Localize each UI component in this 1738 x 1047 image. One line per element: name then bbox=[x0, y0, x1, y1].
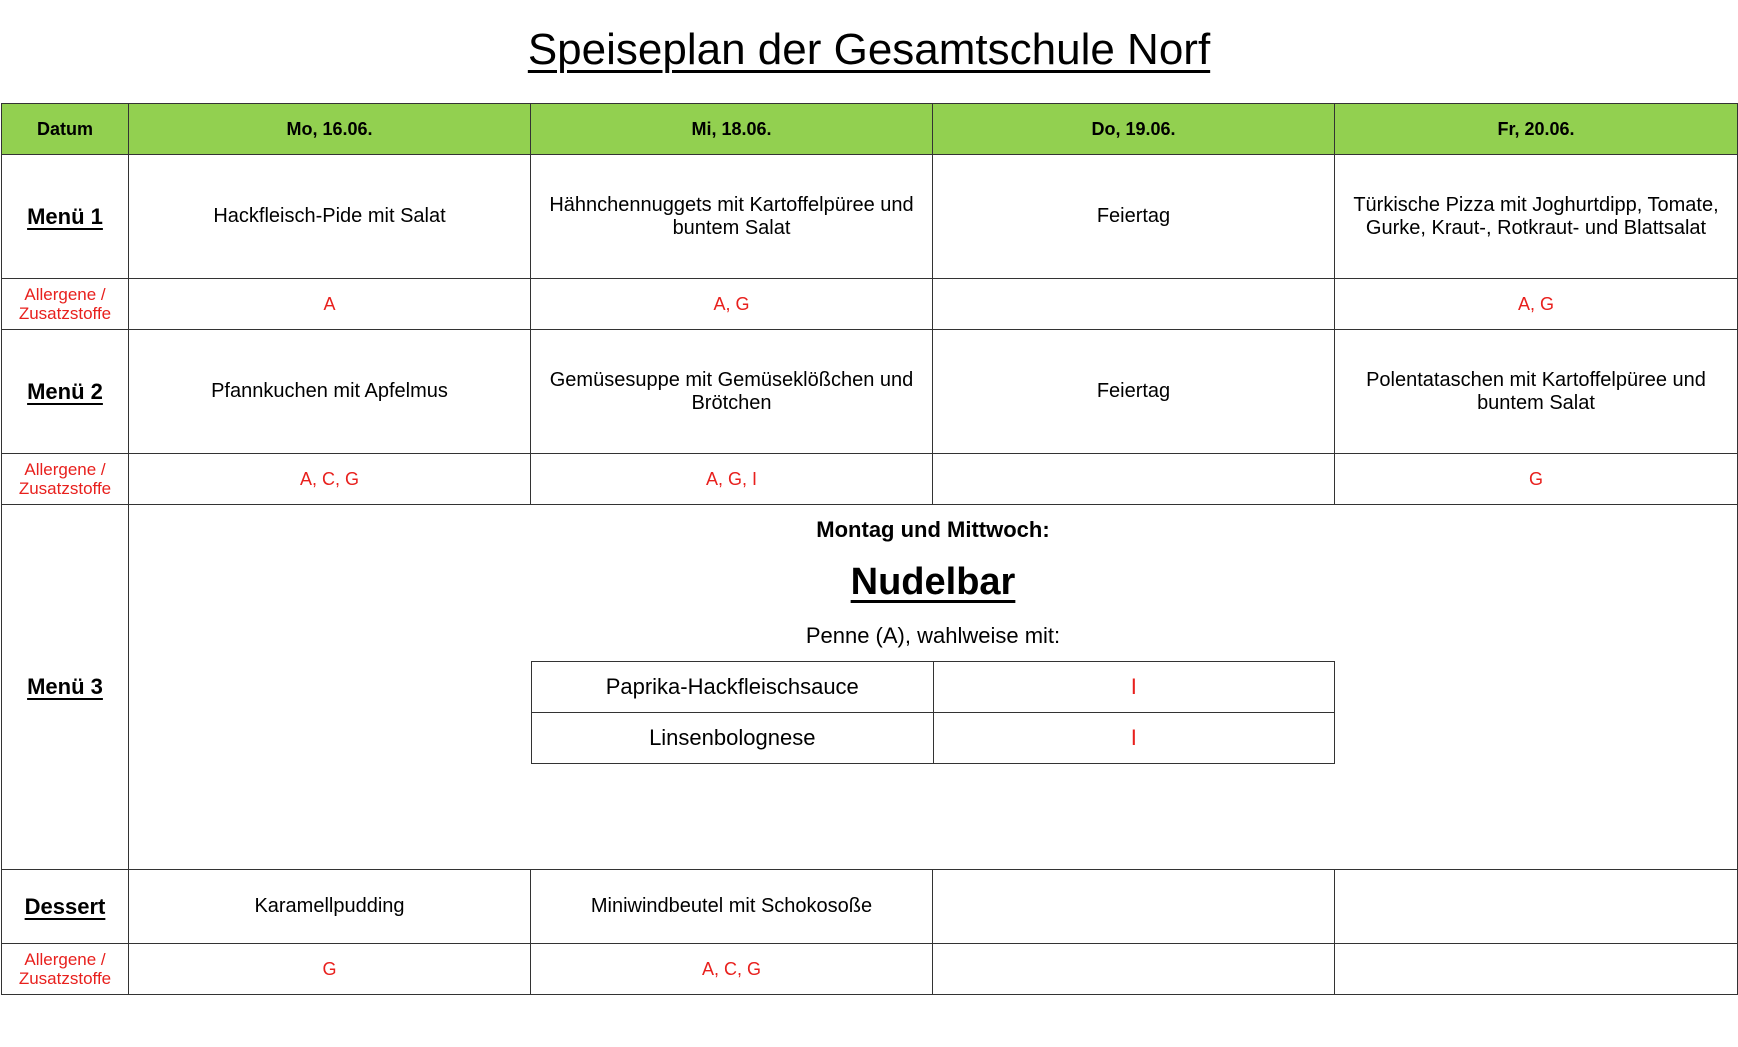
sauce-allergens: I bbox=[933, 713, 1335, 764]
menu1-label-cell bbox=[2, 155, 129, 279]
header-row bbox=[2, 104, 1738, 155]
dessert-dish-fri bbox=[1335, 870, 1738, 944]
menu3-subtitle: Penne (A), wahlweise mit: bbox=[805, 623, 1061, 648]
page-title: Speiseplan der Gesamtschule Norf bbox=[527, 25, 1211, 74]
dessert-allergens-fri bbox=[1335, 944, 1738, 995]
date-header: Datum bbox=[2, 104, 129, 155]
menu1-allergens-mon: A bbox=[129, 279, 531, 330]
day-header-fri: Fr, 20.06. bbox=[1335, 104, 1738, 155]
sauce-table bbox=[531, 661, 1335, 764]
day-header-mon: Mo, 16.06. bbox=[129, 104, 531, 155]
menu3-days-note: Montag und Mittwoch: bbox=[816, 517, 1050, 542]
menu2-dish-fri: Polentataschen mit Kartoffelpüree und buntem Salat bbox=[1335, 330, 1738, 454]
sauce-row bbox=[532, 662, 1335, 713]
menu2-allergens-thu bbox=[933, 454, 1335, 505]
menu1-allergens-wed: A, G bbox=[531, 279, 933, 330]
menu3-label-cell bbox=[2, 505, 129, 870]
menu-table bbox=[1, 103, 1738, 995]
dessert-allergens-row bbox=[2, 944, 1738, 995]
sauce-name: Linsenbolognese bbox=[532, 713, 934, 764]
menu2-row bbox=[2, 330, 1738, 454]
menu1-allergens-thu bbox=[933, 279, 1335, 330]
sauce-row bbox=[532, 713, 1335, 764]
dessert-row bbox=[2, 870, 1738, 944]
menu2-allergens-label: Allergene / Zusatzstoffe bbox=[2, 454, 129, 505]
dessert-dish-thu bbox=[933, 870, 1335, 944]
menu2-allergens-wed: A, G, I bbox=[531, 454, 933, 505]
menu2-allergens-fri: G bbox=[1335, 454, 1738, 505]
menu2-allergens-mon: A, C, G bbox=[129, 454, 531, 505]
menu3-content bbox=[129, 505, 1738, 870]
menu3-row bbox=[2, 505, 1738, 870]
menu2-dish-mon: Pfannkuchen mit Apfelmus bbox=[129, 330, 531, 454]
menu1-dish-wed: Hähnchennuggets mit Kartoffelpüree und buntem Salat bbox=[531, 155, 933, 279]
menu1-dish-thu: Feiertag bbox=[933, 155, 1335, 279]
day-header-wed: Mi, 18.06. bbox=[531, 104, 933, 155]
dessert-dish-mon: Karamellpudding bbox=[129, 870, 531, 944]
dessert-allergens-label: Allergene / Zusatzstoffe bbox=[2, 944, 129, 995]
menu1-dish-fri: Türkische Pizza mit Joghurtdipp, Tomate, Gurke, Kraut-, Rotkraut- und Blattsalat bbox=[1335, 155, 1738, 279]
menu1-allergens-fri: A, G bbox=[1335, 279, 1738, 330]
menu2-dish-wed: Gemüsesuppe mit Gemüseklößchen und Brötchen bbox=[531, 330, 933, 454]
menu3-title: Nudelbar bbox=[850, 561, 1016, 603]
menu1-row bbox=[2, 155, 1738, 279]
menu1-allergens-row bbox=[2, 279, 1738, 330]
day-header-thu: Do, 19.06. bbox=[933, 104, 1335, 155]
menu2-label: Menü 2 bbox=[27, 378, 103, 404]
sauce-name: Paprika-Hackfleischsauce bbox=[532, 662, 934, 713]
menu2-allergens-row bbox=[2, 454, 1738, 505]
dessert-label-cell bbox=[2, 870, 129, 944]
menu1-dish-mon: Hackfleisch-Pide mit Salat bbox=[129, 155, 531, 279]
dessert-allergens-mon: G bbox=[129, 944, 531, 995]
menu1-allergens-label: Allergene / Zusatzstoffe bbox=[2, 279, 129, 330]
menu1-label: Menü 1 bbox=[27, 203, 103, 229]
menu2-label-cell bbox=[2, 330, 129, 454]
dessert-allergens-wed: A, C, G bbox=[531, 944, 933, 995]
dessert-dish-wed: Miniwindbeutel mit Schokosoße bbox=[531, 870, 933, 944]
menu2-dish-thu: Feiertag bbox=[933, 330, 1335, 454]
sauce-allergens: I bbox=[933, 662, 1335, 713]
dessert-allergens-thu bbox=[933, 944, 1335, 995]
menu3-label: Menü 3 bbox=[27, 674, 103, 699]
dessert-label: Dessert bbox=[24, 893, 106, 919]
